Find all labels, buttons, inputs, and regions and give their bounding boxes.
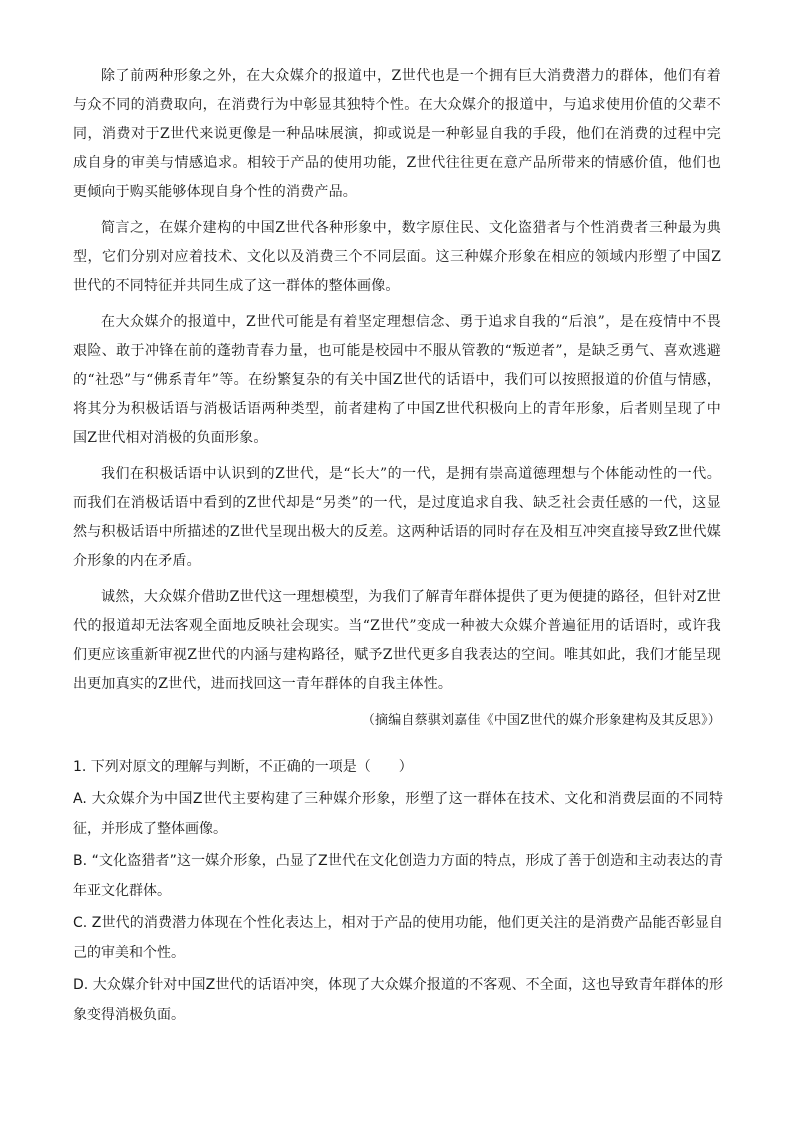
option-d: D. 大众媒介针对中国Z世代的话语冲突，体现了大众媒介报道的不客观、不全面，这也导致青年群体的形象变得消极负面。 [73, 977, 723, 1023]
option-a: A. 大众媒介为中国Z世代主要构建了三种媒介形象，形塑了这一群体在技术、文化和消费层面的不同特征，并形成了整体画像。 [73, 791, 723, 837]
option-c: C. Z世代的消费潜力体现在个性化表达上，相对于产品的使用功能，他们更关注的是消费产品能否彰显自己的审美和个性。 [73, 915, 723, 961]
question-stem: 1. 下列对原文的理解与判断，不正确的一项是（ ） [73, 759, 413, 775]
passage-citation: （摘编自蔡骐刘嘉佳《中国Z世代的媒介形象建构及其反思》） [361, 713, 721, 728]
passage-paragraph-3: 在大众媒介的报道中，Z世代可能是有着坚定理想信念、勇于追求自我的“后浪”，是在疫情中不畏艰险、敢于冲锋在前的蓬勃青春力量，也可能是校园中不服从管教的“叛逆者”，是缺乏勇气、喜欢逃避的“社恐”与“佛系青年”等。在纷繁复杂的有关中国Z世代的话语中，我们可以按照报道的价值与情感，将其分为积极话语与消极话语两种类型，前者建构了中国Z世代积极向上的青年形象，后者则呈现了中国Z世代相对消极的负面形象。 [73, 314, 721, 446]
passage-paragraph-4: 我们在积极话语中认识到的Z世代，是“长大”的一代，是拥有崇高道德理想与个体能动性的一代。而我们在消极话语中看到的Z世代却是“另类”的一代，是过度追求自我、缺乏社会责任感的一代，这显然与积极话语中所描述的Z世代呈现出极大的反差。这两种话语的同时存在及相互冲突直接导致Z世代媒介形象的内在矛盾。 [73, 466, 721, 569]
passage-paragraph-2: 简言之，在媒介建构的中国Z世代各种形象中，数字原住民、文化盗猎者与个性消费者三种最为典型，它们分别对应着技术、文化以及消费三个不同层面。这三种媒介形象在相应的领域内形塑了中国Z世代的不同特征并共同生成了这一群体的整体画像。 [73, 220, 721, 294]
passage-paragraph-5: 诚然，大众媒介借助Z世代这一理想模型，为我们了解青年群体提供了更为便捷的路径，但针对Z世代的报道却无法客观全面地反映社会现实。当“Z世代”变成一种被大众媒介普遍征用的话语时，或许我们更应该重新审视Z世代的内涵与建构路径，赋予Z世代更多自我表达的空间。唯其如此，我们才能呈现出更加真实的Z世代，进而找回这一青年群体的自我主体性。 [73, 589, 721, 692]
reading-passage [73, 62, 721, 742]
question-block [73, 752, 723, 1032]
passage-paragraph-1: 除了前两种形象之外，在大众媒介的报道中，Z世代也是一个拥有巨大消费潜力的群体，他们有着与众不同的消费取向，在消费行为中彰显其独特个性。在大众媒介的报道中，与追求使用价值的父辈不同，消费对于Z世代来说更像是一种品味展演，抑或说是一种彰显自我的手段，他们在消费的过程中完成自身的审美与情感追求。相较于产品的使用功能，Z世代往往更在意产品所带来的情感价值，他们也更倾向于购买能够体现自身个性的消费产品。 [73, 68, 721, 200]
option-b: B. “文化盗猎者”这一媒介形象，凸显了Z世代在文化创造力方面的特点，形成了善于创造和主动表达的青年亚文化群体。 [73, 853, 723, 899]
